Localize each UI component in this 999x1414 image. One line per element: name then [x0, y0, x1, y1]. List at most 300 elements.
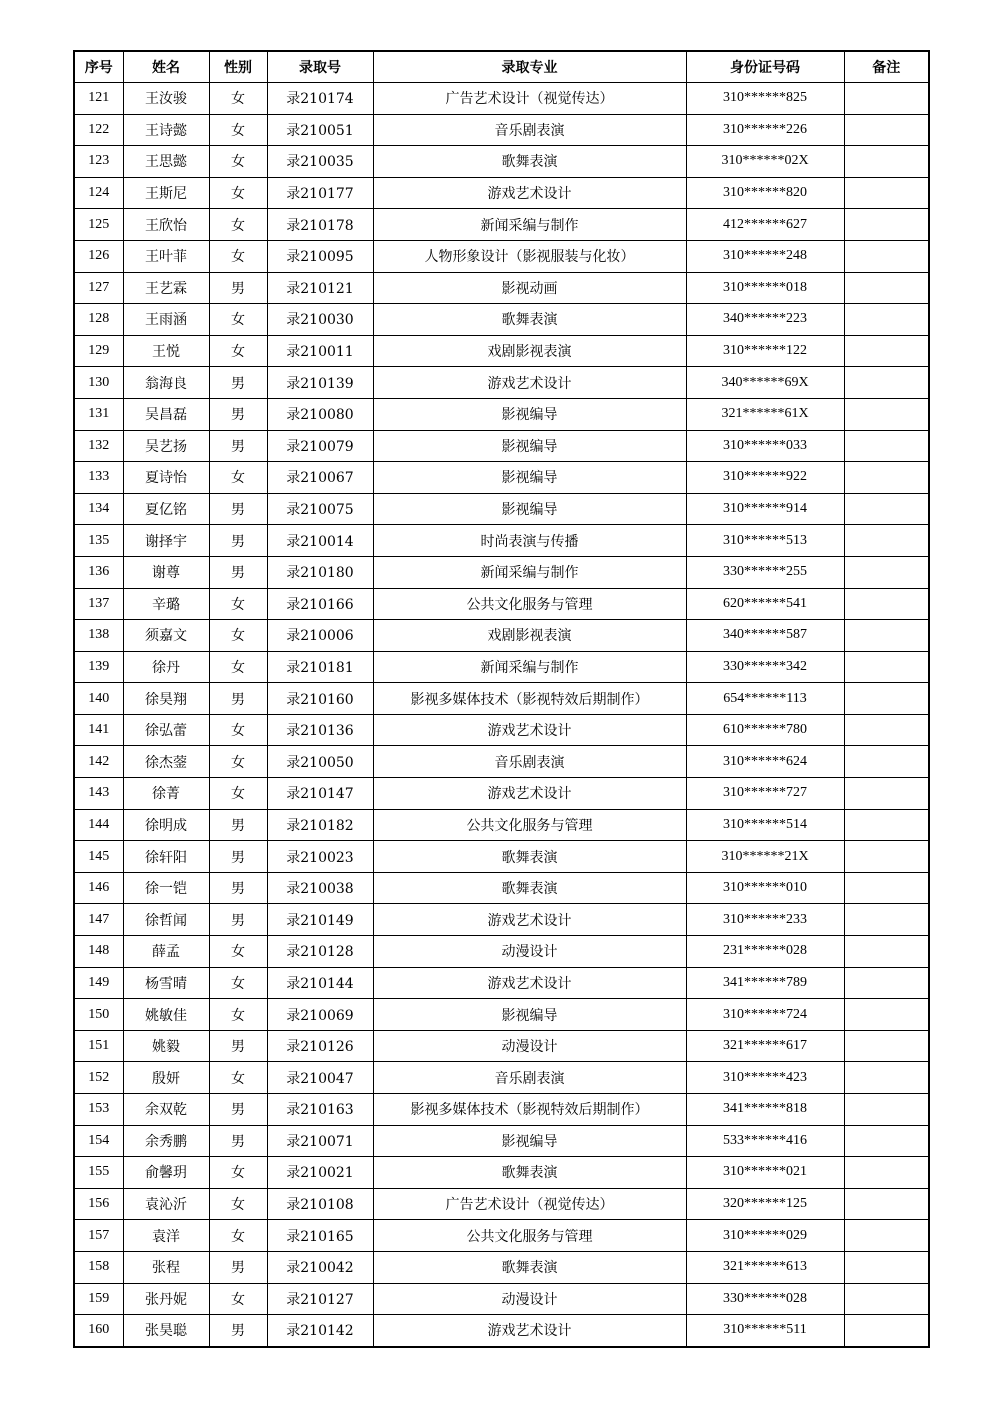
cell-no: 157: [74, 1220, 123, 1252]
cell-id-no: 340******587: [686, 620, 844, 652]
cell-no: 136: [74, 556, 123, 588]
table-row: [74, 272, 929, 304]
cell-gender: 男: [209, 841, 267, 873]
cell-remark: [844, 525, 929, 557]
cell-remark: [844, 778, 929, 810]
cell-remark: [844, 430, 929, 462]
cell-no: 153: [74, 1094, 123, 1126]
cell-remark: [844, 1094, 929, 1126]
table-row: [74, 462, 929, 494]
cell-major: 动漫设计: [373, 1030, 686, 1062]
cell-major: 戏剧影视表演: [373, 620, 686, 652]
cell-id-no: 310******02X: [686, 146, 844, 178]
cell-id-no: 654******113: [686, 683, 844, 715]
cell-major: 影视动画: [373, 272, 686, 304]
cell-major: 公共文化服务与管理: [373, 809, 686, 841]
cell-remark: [844, 841, 929, 873]
cell-name: 吴艺扬: [123, 430, 209, 462]
cell-no: 138: [74, 620, 123, 652]
cell-major: 歌舞表演: [373, 841, 686, 873]
cell-name: 徐明成: [123, 809, 209, 841]
cell-no: 125: [74, 209, 123, 241]
cell-gender: 女: [209, 1062, 267, 1094]
cell-no: 142: [74, 746, 123, 778]
cell-remark: [844, 209, 929, 241]
cell-gender: 女: [209, 1157, 267, 1189]
cell-name: 王悦: [123, 335, 209, 367]
cell-gender: 女: [209, 620, 267, 652]
cell-no: 126: [74, 240, 123, 272]
cell-name: 徐杰蓥: [123, 746, 209, 778]
cell-admission-no: 录210174: [267, 83, 373, 115]
table-row: [74, 588, 929, 620]
cell-gender: 女: [209, 588, 267, 620]
cell-no: 121: [74, 83, 123, 115]
cell-remark: [844, 398, 929, 430]
cell-major: 游戏艺术设计: [373, 714, 686, 746]
cell-remark: [844, 1283, 929, 1315]
cell-admission-no: 录210166: [267, 588, 373, 620]
cell-gender: 男: [209, 430, 267, 462]
cell-major: 动漫设计: [373, 1283, 686, 1315]
cell-id-no: 310******033: [686, 430, 844, 462]
cell-major: 影视多媒体技术（影视特效后期制作）: [373, 1094, 686, 1126]
cell-major: 戏剧影视表演: [373, 335, 686, 367]
cell-gender: 女: [209, 177, 267, 209]
table-row: [74, 430, 929, 462]
cell-no: 151: [74, 1030, 123, 1062]
cell-no: 160: [74, 1315, 123, 1347]
cell-major: 新闻采编与制作: [373, 209, 686, 241]
cell-remark: [844, 620, 929, 652]
cell-admission-no: 录210095: [267, 240, 373, 272]
cell-no: 155: [74, 1157, 123, 1189]
cell-admission-no: 录210079: [267, 430, 373, 462]
cell-gender: 男: [209, 1094, 267, 1126]
cell-remark: [844, 177, 929, 209]
cell-gender: 女: [209, 335, 267, 367]
cell-major: 影视编导: [373, 430, 686, 462]
table-row: [74, 525, 929, 557]
cell-admission-no: 录210067: [267, 462, 373, 494]
table-row: [74, 177, 929, 209]
cell-no: 129: [74, 335, 123, 367]
cell-id-no: 533******416: [686, 1125, 844, 1157]
table-row: [74, 714, 929, 746]
cell-name: 谢择宇: [123, 525, 209, 557]
table-row: [74, 620, 929, 652]
cell-admission-no: 录210142: [267, 1315, 373, 1347]
cell-remark: [844, 904, 929, 936]
cell-gender: 女: [209, 83, 267, 115]
cell-remark: [844, 1315, 929, 1347]
table-row: [74, 1157, 929, 1189]
cell-name: 徐弘蕾: [123, 714, 209, 746]
cell-name: 吴昌磊: [123, 398, 209, 430]
cell-id-no: 321******613: [686, 1251, 844, 1283]
table-row: [74, 146, 929, 178]
table-row: [74, 1283, 929, 1315]
cell-id-no: 340******223: [686, 304, 844, 336]
cell-no: 141: [74, 714, 123, 746]
table-row: [74, 904, 929, 936]
cell-name: 王欣怡: [123, 209, 209, 241]
cell-gender: 男: [209, 272, 267, 304]
cell-id-no: 310******226: [686, 114, 844, 146]
cell-remark: [844, 746, 929, 778]
cell-gender: 男: [209, 872, 267, 904]
table-row: [74, 683, 929, 715]
cell-major: 音乐剧表演: [373, 114, 686, 146]
cell-no: 123: [74, 146, 123, 178]
cell-admission-no: 录210014: [267, 525, 373, 557]
cell-admission-no: 录210047: [267, 1062, 373, 1094]
table-row: [74, 240, 929, 272]
cell-name: 王斯尼: [123, 177, 209, 209]
cell-no: 149: [74, 967, 123, 999]
cell-admission-no: 录210144: [267, 967, 373, 999]
cell-admission-no: 录210050: [267, 746, 373, 778]
cell-id-no: 310******021: [686, 1157, 844, 1189]
cell-name: 张丹妮: [123, 1283, 209, 1315]
cell-no: 133: [74, 462, 123, 494]
cell-major: 新闻采编与制作: [373, 556, 686, 588]
cell-major: 音乐剧表演: [373, 746, 686, 778]
cell-admission-no: 录210147: [267, 778, 373, 810]
cell-admission-no: 录210149: [267, 904, 373, 936]
cell-id-no: 310******511: [686, 1315, 844, 1347]
cell-id-no: 310******820: [686, 177, 844, 209]
cell-no: 143: [74, 778, 123, 810]
header-id-no: 身份证号码: [686, 51, 844, 83]
cell-name: 徐轩阳: [123, 841, 209, 873]
cell-admission-no: 录210127: [267, 1283, 373, 1315]
cell-name: 王诗懿: [123, 114, 209, 146]
cell-id-no: 321******61X: [686, 398, 844, 430]
cell-name: 张程: [123, 1251, 209, 1283]
cell-no: 128: [74, 304, 123, 336]
cell-admission-no: 录210139: [267, 367, 373, 399]
cell-id-no: 310******21X: [686, 841, 844, 873]
cell-major: 影视多媒体技术（影视特效后期制作）: [373, 683, 686, 715]
header-remark: 备注: [844, 51, 929, 83]
admission-roster-table: [73, 50, 930, 1348]
cell-major: 影视编导: [373, 1125, 686, 1157]
table-row: [74, 335, 929, 367]
table-row: [74, 398, 929, 430]
cell-gender: 男: [209, 525, 267, 557]
header-no: 序号: [74, 51, 123, 83]
cell-name: 徐菁: [123, 778, 209, 810]
cell-remark: [844, 335, 929, 367]
cell-id-no: 310******248: [686, 240, 844, 272]
cell-remark: [844, 462, 929, 494]
cell-name: 王汝骏: [123, 83, 209, 115]
cell-name: 王思懿: [123, 146, 209, 178]
cell-id-no: 310******825: [686, 83, 844, 115]
cell-gender: 女: [209, 714, 267, 746]
table-row: [74, 1315, 929, 1347]
table-row: [74, 841, 929, 873]
cell-remark: [844, 588, 929, 620]
cell-name: 徐昊翔: [123, 683, 209, 715]
cell-major: 歌舞表演: [373, 304, 686, 336]
cell-gender: 女: [209, 114, 267, 146]
cell-gender: 女: [209, 462, 267, 494]
cell-major: 影视编导: [373, 493, 686, 525]
cell-id-no: 310******122: [686, 335, 844, 367]
cell-major: 影视编导: [373, 999, 686, 1031]
cell-no: 146: [74, 872, 123, 904]
cell-id-no: 231******028: [686, 936, 844, 968]
cell-name: 余双乾: [123, 1094, 209, 1126]
cell-name: 俞馨玥: [123, 1157, 209, 1189]
cell-admission-no: 录210182: [267, 809, 373, 841]
header-row: [74, 51, 929, 83]
cell-admission-no: 录210051: [267, 114, 373, 146]
table-row: [74, 83, 929, 115]
cell-admission-no: 录210038: [267, 872, 373, 904]
cell-gender: 女: [209, 746, 267, 778]
cell-major: 人物形象设计（影视服装与化妆）: [373, 240, 686, 272]
cell-remark: [844, 683, 929, 715]
cell-admission-no: 录210030: [267, 304, 373, 336]
cell-major: 游戏艺术设计: [373, 1315, 686, 1347]
cell-remark: [844, 936, 929, 968]
cell-gender: 女: [209, 967, 267, 999]
cell-id-no: 321******617: [686, 1030, 844, 1062]
cell-no: 135: [74, 525, 123, 557]
cell-name: 薛孟: [123, 936, 209, 968]
cell-no: 127: [74, 272, 123, 304]
cell-gender: 女: [209, 936, 267, 968]
table-row: [74, 999, 929, 1031]
cell-admission-no: 录210075: [267, 493, 373, 525]
cell-gender: 男: [209, 809, 267, 841]
cell-name: 须嘉文: [123, 620, 209, 652]
cell-major: 时尚表演与传播: [373, 525, 686, 557]
cell-admission-no: 录210023: [267, 841, 373, 873]
cell-name: 王艺霖: [123, 272, 209, 304]
cell-major: 游戏艺术设计: [373, 778, 686, 810]
cell-gender: 女: [209, 651, 267, 683]
cell-id-no: 320******125: [686, 1188, 844, 1220]
cell-name: 张昊聪: [123, 1315, 209, 1347]
cell-id-no: 610******780: [686, 714, 844, 746]
cell-remark: [844, 367, 929, 399]
cell-name: 王雨涵: [123, 304, 209, 336]
cell-name: 夏诗怡: [123, 462, 209, 494]
cell-major: 歌舞表演: [373, 1251, 686, 1283]
cell-id-no: 330******028: [686, 1283, 844, 1315]
cell-admission-no: 录210011: [267, 335, 373, 367]
cell-major: 公共文化服务与管理: [373, 588, 686, 620]
cell-gender: 女: [209, 999, 267, 1031]
cell-remark: [844, 1062, 929, 1094]
table-row: [74, 651, 929, 683]
cell-name: 徐丹: [123, 651, 209, 683]
cell-no: 156: [74, 1188, 123, 1220]
cell-name: 王叶菲: [123, 240, 209, 272]
table-row: [74, 1125, 929, 1157]
cell-admission-no: 录210006: [267, 620, 373, 652]
cell-id-no: 310******029: [686, 1220, 844, 1252]
cell-id-no: 620******541: [686, 588, 844, 620]
cell-id-no: 330******255: [686, 556, 844, 588]
table-row: [74, 209, 929, 241]
cell-id-no: 310******727: [686, 778, 844, 810]
table-row: [74, 1030, 929, 1062]
cell-admission-no: 录210181: [267, 651, 373, 683]
cell-name: 姚毅: [123, 1030, 209, 1062]
cell-name: 夏亿铭: [123, 493, 209, 525]
cell-remark: [844, 872, 929, 904]
table-row: [74, 114, 929, 146]
cell-remark: [844, 1188, 929, 1220]
cell-id-no: 310******724: [686, 999, 844, 1031]
cell-major: 音乐剧表演: [373, 1062, 686, 1094]
cell-major: 广告艺术设计（视觉传达）: [373, 83, 686, 115]
cell-no: 140: [74, 683, 123, 715]
cell-id-no: 310******010: [686, 872, 844, 904]
cell-no: 134: [74, 493, 123, 525]
cell-major: 广告艺术设计（视觉传达）: [373, 1188, 686, 1220]
table-row: [74, 809, 929, 841]
cell-gender: 男: [209, 1315, 267, 1347]
cell-gender: 女: [209, 209, 267, 241]
cell-id-no: 310******018: [686, 272, 844, 304]
cell-remark: [844, 272, 929, 304]
cell-id-no: 341******818: [686, 1094, 844, 1126]
cell-remark: [844, 714, 929, 746]
cell-admission-no: 录210165: [267, 1220, 373, 1252]
cell-no: 124: [74, 177, 123, 209]
cell-gender: 女: [209, 146, 267, 178]
table-row: [74, 1094, 929, 1126]
cell-name: 徐哲闻: [123, 904, 209, 936]
cell-remark: [844, 1251, 929, 1283]
cell-gender: 男: [209, 556, 267, 588]
cell-admission-no: 录210042: [267, 1251, 373, 1283]
cell-major: 新闻采编与制作: [373, 651, 686, 683]
cell-no: 145: [74, 841, 123, 873]
header-name: 姓名: [123, 51, 209, 83]
cell-remark: [844, 1125, 929, 1157]
cell-admission-no: 录210128: [267, 936, 373, 968]
cell-name: 翁海良: [123, 367, 209, 399]
cell-admission-no: 录210080: [267, 398, 373, 430]
cell-major: 游戏艺术设计: [373, 367, 686, 399]
table-row: [74, 872, 929, 904]
cell-remark: [844, 146, 929, 178]
cell-name: 袁沁沂: [123, 1188, 209, 1220]
table-row: [74, 967, 929, 999]
cell-name: 余秀鹏: [123, 1125, 209, 1157]
table-row: [74, 367, 929, 399]
cell-id-no: 340******69X: [686, 367, 844, 399]
cell-major: 动漫设计: [373, 936, 686, 968]
table-row: [74, 1188, 929, 1220]
table-row: [74, 1251, 929, 1283]
cell-major: 歌舞表演: [373, 872, 686, 904]
cell-admission-no: 录210177: [267, 177, 373, 209]
cell-id-no: 341******789: [686, 967, 844, 999]
cell-gender: 女: [209, 1188, 267, 1220]
cell-admission-no: 录210121: [267, 272, 373, 304]
cell-gender: 男: [209, 367, 267, 399]
cell-admission-no: 录210136: [267, 714, 373, 746]
cell-gender: 男: [209, 1030, 267, 1062]
cell-no: 139: [74, 651, 123, 683]
cell-name: 殷妍: [123, 1062, 209, 1094]
cell-remark: [844, 240, 929, 272]
cell-id-no: 310******514: [686, 809, 844, 841]
cell-admission-no: 录210071: [267, 1125, 373, 1157]
cell-gender: 女: [209, 240, 267, 272]
table-row: [74, 304, 929, 336]
header-admission-no: 录取号: [267, 51, 373, 83]
cell-admission-no: 录210126: [267, 1030, 373, 1062]
cell-gender: 女: [209, 778, 267, 810]
cell-id-no: 310******423: [686, 1062, 844, 1094]
cell-no: 154: [74, 1125, 123, 1157]
cell-gender: 女: [209, 1220, 267, 1252]
cell-admission-no: 录210108: [267, 1188, 373, 1220]
cell-admission-no: 录210178: [267, 209, 373, 241]
cell-admission-no: 录210160: [267, 683, 373, 715]
cell-gender: 男: [209, 1251, 267, 1283]
cell-remark: [844, 967, 929, 999]
cell-major: 游戏艺术设计: [373, 177, 686, 209]
cell-gender: 男: [209, 683, 267, 715]
cell-id-no: 330******342: [686, 651, 844, 683]
cell-no: 152: [74, 1062, 123, 1094]
cell-remark: [844, 1030, 929, 1062]
cell-gender: 男: [209, 493, 267, 525]
table-header: [74, 51, 929, 83]
cell-no: 122: [74, 114, 123, 146]
table-body: [74, 83, 929, 1347]
cell-gender: 男: [209, 398, 267, 430]
cell-name: 谢尊: [123, 556, 209, 588]
cell-major: 歌舞表演: [373, 1157, 686, 1189]
cell-major: 游戏艺术设计: [373, 967, 686, 999]
cell-name: 徐一铠: [123, 872, 209, 904]
cell-no: 150: [74, 999, 123, 1031]
cell-major: 歌舞表演: [373, 146, 686, 178]
cell-remark: [844, 304, 929, 336]
cell-admission-no: 录210163: [267, 1094, 373, 1126]
cell-remark: [844, 556, 929, 588]
cell-major: 影视编导: [373, 462, 686, 494]
cell-remark: [844, 114, 929, 146]
cell-name: 杨雪晴: [123, 967, 209, 999]
cell-admission-no: 录210180: [267, 556, 373, 588]
cell-remark: [844, 1157, 929, 1189]
cell-admission-no: 录210069: [267, 999, 373, 1031]
cell-gender: 男: [209, 904, 267, 936]
table-row: [74, 778, 929, 810]
table-row: [74, 1220, 929, 1252]
cell-gender: 女: [209, 1283, 267, 1315]
cell-id-no: 310******233: [686, 904, 844, 936]
cell-name: 辛璐: [123, 588, 209, 620]
cell-no: 148: [74, 936, 123, 968]
cell-gender: 女: [209, 304, 267, 336]
table-row: [74, 493, 929, 525]
cell-remark: [844, 1220, 929, 1252]
cell-remark: [844, 651, 929, 683]
